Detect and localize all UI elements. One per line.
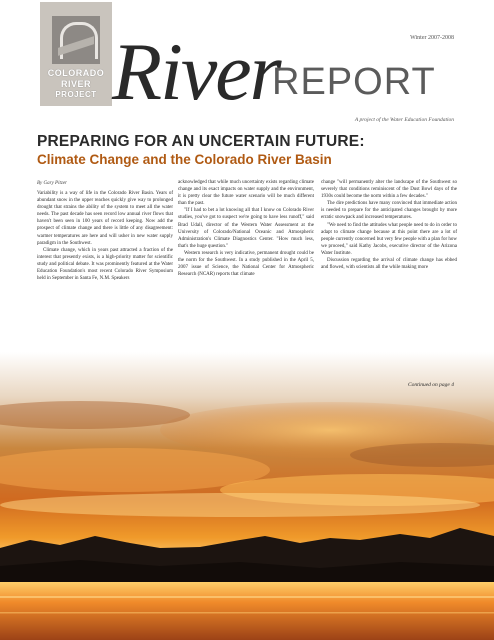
paragraph: Discussion regarding the arrival of climate change has ebbed and flowed, with scientists all the while making more: [321, 258, 457, 271]
issue-date: Winter 2007-2008: [410, 35, 454, 41]
article-subheadline: Climate Change and the Colorado River Basin: [37, 152, 332, 167]
tagline: A project of the Water Education Foundation: [354, 117, 454, 123]
article-column-2: [178, 179, 314, 278]
paragraph: Western research is very indicative, permanent drought could be the norm for the Southwest. In a study published in the April 5, 2007 issue of Science, the National Center for Atmospheric Research (NCAR) reports that climate: [178, 250, 314, 278]
paragraph: Variability is a way of life in the Colorado River Basin. Years of abundant snow in the upper reaches quickly give way to prolonged drought that strains the ability of the system to meet all the water needs. The past decade has seen record low annual river flows that haven't been seen in 100 years of record keeping. Now add the prospect of climate change and there is little of any disagreement: warmer temperatures are here and will usher in new water supply paradigm in the Southwest.: [37, 191, 173, 246]
article-column-3: [321, 179, 457, 271]
byline: By Gary Pitzer: [37, 181, 67, 186]
logo-line-1: COLORADO: [47, 68, 105, 78]
logo-line-3: PROJECT: [55, 90, 97, 99]
masthead-river: River: [112, 26, 280, 117]
canyon-arch-icon: [52, 16, 100, 64]
paragraph: The dire predictions have many convinced that immediate action is needed to prepare for the anticipated changes brought by more erratic snowpack and increased temperatures.: [321, 201, 457, 221]
logo-line-2: RIVER: [60, 79, 91, 89]
paragraph: "We need to find the attitudes what people need to do in order to adapt to climate change because at this point there are a lot of people currently concerned but very few people with a plan for how we proceed," said Kathy Jacobs, executive director of the Arizona Water Institute.: [321, 222, 457, 256]
article-column-1: [37, 190, 173, 282]
paragraph: Climate change, which in years past attracted a fraction of the interest that presently exists, is a high-priority matter for scientific study and political debate. It was prominently featured at the Water Education Foundation's most recent Colorado River Symposium held in September in Santa Fe, N.M. Speakers: [37, 247, 173, 282]
paragraph: acknowledged that while much uncertainty exists regarding climate change and its exact impacts on water supply and the environment, it is pretty clear the future water scenario will be much different than the past.: [178, 180, 314, 207]
paragraph: "If I had to bet a lot knowing all that I know on Colorado River studies, you've got to suspect we're going to have less runoff," said Brad Udall, director of the Western Water Assessment at the University of Colorado/National Oceanic and Atmospheric Administration's Climate Diagnostics Center. "How much less, that's the huge question.": [178, 208, 314, 249]
masthead-report: REPORT: [272, 61, 436, 103]
paragraph: change "will permanently alter the landscape of the Southwest so severely that conditions reminiscent of the Dust Bowl days of the 1930s could become the norm within a few decades.": [321, 180, 457, 200]
colorado-river-project-logo: [40, 2, 112, 106]
continued-link[interactable]: Continued on page 4: [408, 382, 454, 388]
article-headline: PREPARING FOR AN UNCERTAIN FUTURE:: [37, 133, 365, 150]
